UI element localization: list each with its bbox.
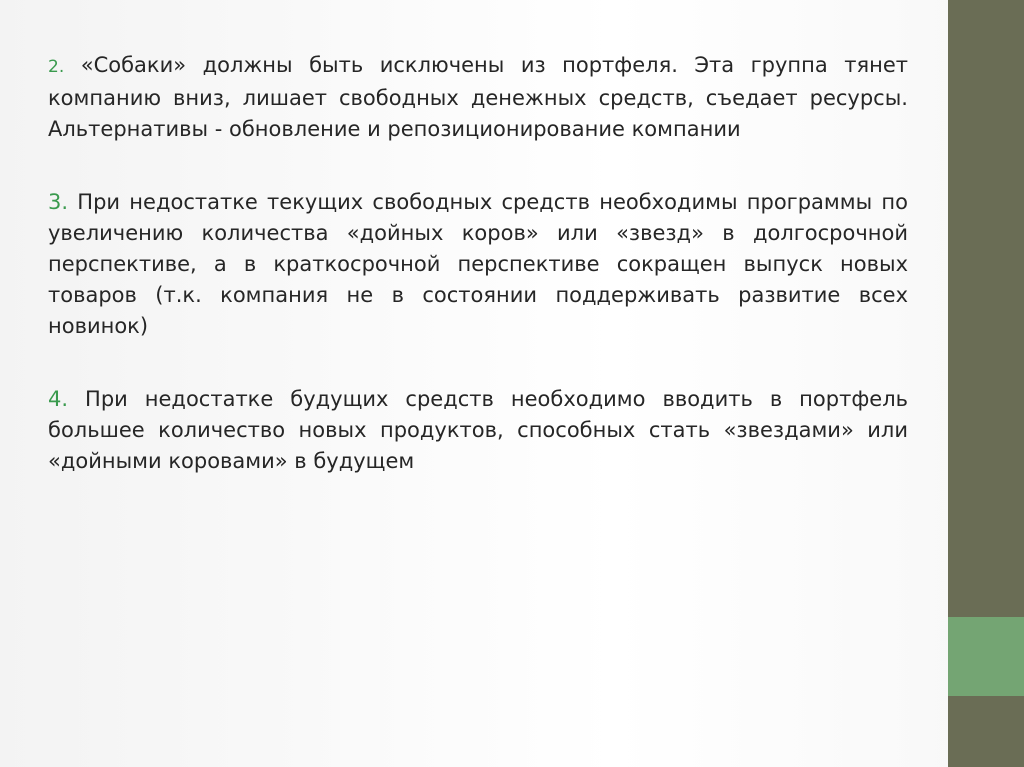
paragraph-number: 2.	[48, 57, 65, 77]
sidebar-accent-block	[948, 617, 1024, 696]
paragraph-text: При недостатке текущих свободных средств необходимы программы по увеличению количества «дойных коров» или «звезд» в долгосрочной перспективе, а в краткосрочной перспективе сокращен выпуск новых товаров (т.к. компания не в состоянии поддерживать развитие всех новинок)	[48, 190, 908, 338]
paragraph-text: «Собаки» должны быть исключены из портфеля. Эта группа тянет компанию вниз, лишает свободных денежных средств, съедает ресурсы. Альтернативы - обновление и репозиционирование компании	[48, 53, 908, 141]
paragraph-4	[48, 384, 908, 477]
paragraph-text: При недостатке будущих средств необходимо вводить в портфель большее количество новых продуктов, способных стать «звездами» или «дойными коровами» в будущем	[48, 387, 908, 473]
paragraph-2	[48, 50, 908, 145]
paragraph-number: 3.	[48, 190, 69, 214]
slide-content	[48, 50, 908, 519]
paragraph-number: 4.	[48, 387, 69, 411]
paragraph-3	[48, 187, 908, 342]
